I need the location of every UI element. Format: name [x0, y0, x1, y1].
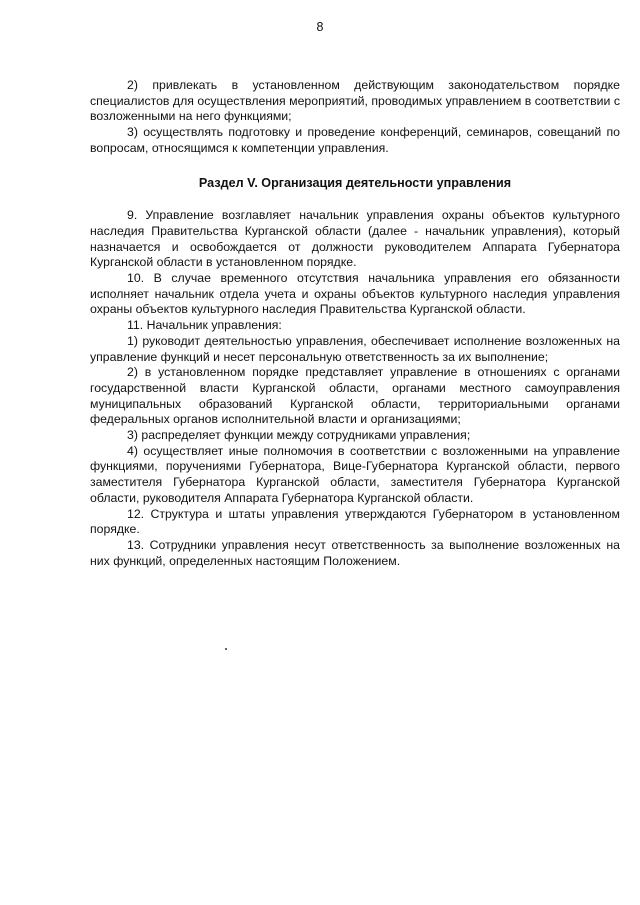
- page-number: 8: [316, 20, 324, 34]
- clause-paragraph: 2) привлекать в установленном действующим законодательством порядке специалистов для осуществления мероприятий, проводимых управлением в соответствии с возложенными на него функциями;: [90, 78, 620, 124]
- clause-paragraph: 9. Управление возглавляет начальник управления охраны объектов культурного наследия Правительства Курганской области (далее - начальник управления), который назначается и освобождается от должности руководителем Аппарата Губернатора Курганской области в установленном порядке.: [90, 208, 620, 270]
- clause-paragraph: 11. Начальник управления:: [127, 318, 282, 333]
- stray-mark: [225, 648, 227, 650]
- clause-paragraph: 12. Структура и штаты управления утверждаются Губернатором в установленном порядке.: [90, 506, 620, 537]
- clause-paragraph: 13. Сотрудники управления несут ответственность за выполнение возложенных на них функций, определенных настоящим Положением.: [90, 537, 620, 568]
- clause-paragraph: 3) распределяет функции между сотрудниками управления;: [127, 428, 471, 443]
- clause-paragraph: 1) руководит деятельностью управления, обеспечивает исполнение возложенных на управление функций и несет персональную ответственность за их выполнение;: [90, 333, 620, 364]
- clause-paragraph: 10. В случае временного отсутствия начальника управления его обязанности исполняет начальник отдела учета и охраны объектов культурного наследия управления охраны объектов культурного наследия Правительства Курганской области.: [90, 271, 620, 317]
- clause-paragraph: 3) осуществлять подготовку и проведение конференций, семинаров, совещаний по вопросам, относящимся к компетенции управления.: [90, 125, 620, 155]
- clause-paragraph: 4) осуществляет иные полномочия в соответствии с возложенными на управление функциями, поручениями Губернатора, Вице-Губернатора Курганской области, первого заместителя Губернатора Курганской области, заместителя Губернатора Курганской области, руководителя Аппарата Губернатора Курганской области.: [90, 443, 620, 505]
- clause-paragraph: 2) в установленном порядке представляет управление в отношениях с органами государственной власти Курганской области, органами местного самоуправления муниципальных образований Курганской области, территориальными органами федеральных органов исполнительной власти и организациями;: [90, 365, 620, 427]
- section-heading: Раздел V. Организация деятельности управления: [198, 175, 512, 190]
- document-body: [90, 78, 620, 569]
